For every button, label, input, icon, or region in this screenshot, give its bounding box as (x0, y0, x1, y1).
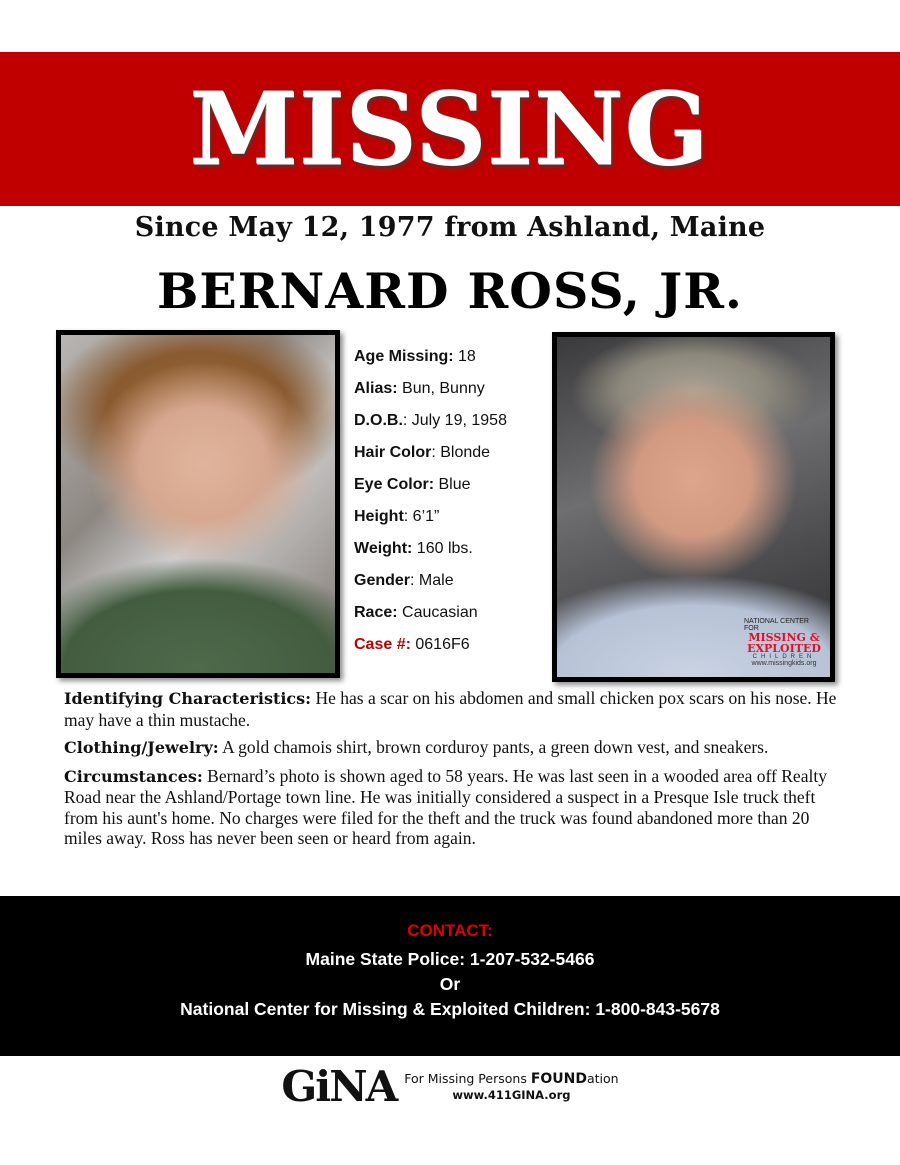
banner-title: MISSING (190, 71, 710, 190)
fact-case-number: Case #: 0616F6 (354, 636, 470, 653)
fact-age-missing: Age Missing: 18 (354, 348, 476, 365)
contact-state-police: Maine State Police: 1-207-532-5466 (305, 949, 595, 969)
contact-header: CONTACT: (407, 921, 493, 940)
gina-url[interactable]: www.411GINA.org (452, 1088, 571, 1102)
footer (0, 1062, 900, 1112)
contact-ncmec: National Center for Missing & Exploited Children: 1-800-843-5678 (180, 999, 720, 1019)
fact-dob: D.O.B.: July 19, 1958 (354, 412, 507, 429)
gina-logo: GiNA (281, 1062, 397, 1111)
photo-original (56, 330, 340, 678)
case-details (64, 688, 840, 856)
missing-banner (0, 52, 900, 206)
identifying-characteristics: Identifying Characteristics: He has a scar on his abdomen and small chicken pox scars on his nose. He may have a thin mustache. (64, 688, 837, 730)
clothing-jewelry: Clothing/Jewelry: A gold chamois shirt, brown corduroy pants, a green down vest, and sneakers. (64, 737, 769, 757)
fact-height: Height: 6’1” (354, 508, 440, 525)
fact-alias: Alias: Bun, Bunny (354, 380, 485, 397)
circumstances: Circumstances: Bernard’s photo is shown aged to 58 years. He was last seen in a wooded area off Realty Road near the Ashland/Portage town line. He was initially considered a suspect in a Presque Isle truck theft from his aunt's home. No charges were filed for the theft and the truck was found abandoned more than 20 miles away. Ross has never been seen or heard from again. (64, 765, 827, 848)
person-name: BERNARD ROSS, JR. (156, 262, 743, 320)
fact-eye-color: Eye Color: Blue (354, 476, 471, 493)
photo-age-progressed (552, 332, 835, 682)
fact-gender: Gender: Male (354, 572, 454, 589)
fact-hair-color: Hair Color: Blonde (354, 444, 491, 461)
gina-tagline: For Missing Persons FOUNDation www.411GINA.org (404, 1071, 619, 1102)
contact-panel (0, 896, 900, 1056)
contact-or: Or (439, 974, 461, 994)
fact-race: Race: Caucasian (354, 604, 478, 621)
missing-since: Since May 12, 1977 from Ashland, Maine (134, 212, 766, 243)
facts-list (354, 344, 544, 664)
ncmec-watermark: NATIONAL CENTER FOR MISSING & EXPLOITED CHILDREN www.missingkids.org (744, 618, 821, 667)
fact-weight: Weight: 160 lbs. (354, 540, 473, 557)
